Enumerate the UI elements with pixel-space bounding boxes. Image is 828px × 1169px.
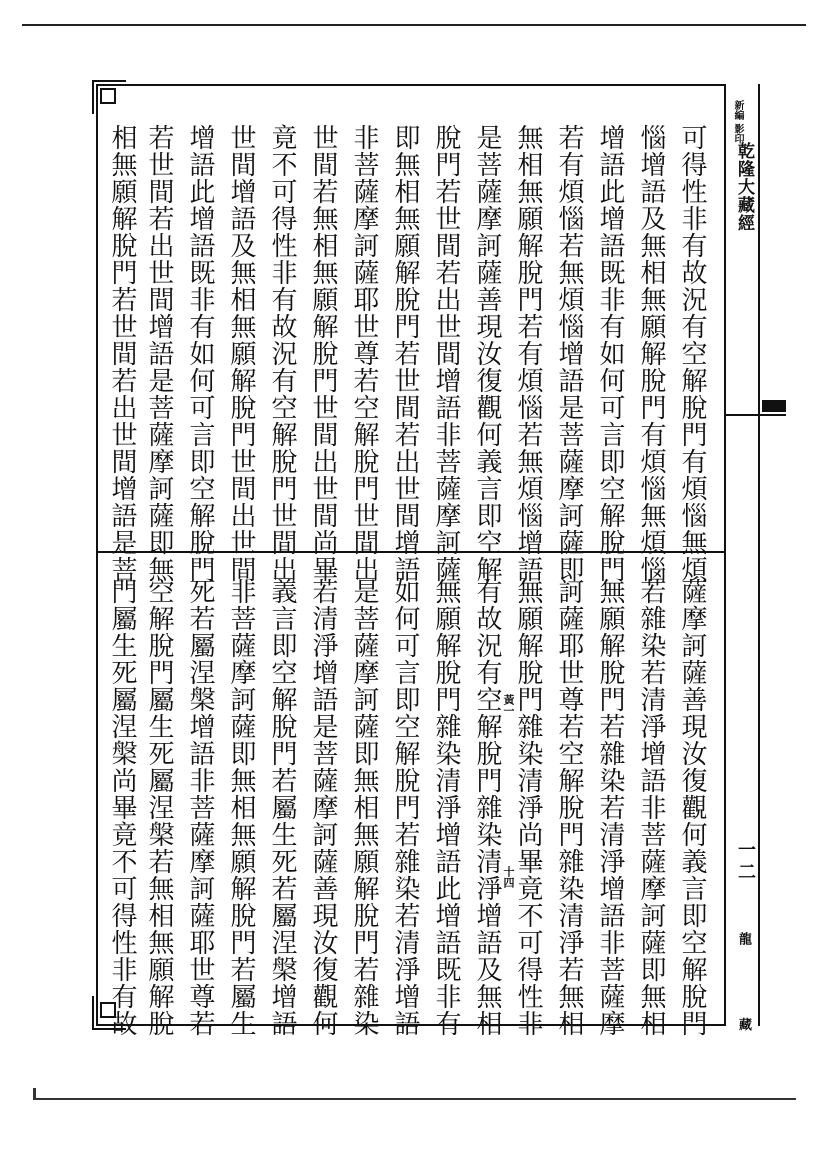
text-column: 無願解脫門雜染清淨增語此增語既非有 [431,578,461,1037]
text-column: 相無願解脫門若世間若出世間增語是菩 [107,124,137,583]
text-column: 是菩薩摩訶薩善現汝復觀何義言即空解 [472,124,502,583]
page-tab-line [726,414,786,416]
text-column: 惱增語及無相無願解脫門有煩惱無煩惱 [636,124,666,583]
text-column: 若雜染若清淨增語非菩薩摩訶薩即無相 [636,578,666,1037]
page-tab-marker [762,400,786,412]
folio-mark-left: 黃一 [502,694,515,716]
sutra-title: 乾隆大藏經 [734,142,754,232]
text-column: 門屬生死屬涅槃尚畢竟不可得性非有故 [107,578,137,1037]
text-column: 死若屬涅槃增語非菩薩摩訶薩耶世尊若 [185,578,215,1037]
text-column: 非菩薩摩訶薩即無相無願解脫門若屬生 [226,578,256,1037]
text-column: 即無相無願解脫門若世間若出世間增語 [390,124,420,583]
text-column: 無願解脫門雜染清淨尚畢竟不可得性非 [513,578,543,1037]
page-number: 一二 [735,840,756,884]
bottom-rule [36,1098,796,1100]
text-column: 訶薩耶世尊若空解脫門雜染清淨若無相 [554,578,584,1037]
text-column: 增語此增語既非有如何可言即空解脫門 [595,124,625,583]
text-column: 無相無願解脫門若有煩惱若無煩惱增語 [513,124,543,583]
text-column: 若有煩惱若無煩惱增語是菩薩摩訶薩即 [554,124,584,583]
text-column: 若清淨增語是菩薩摩訶薩善現汝復觀何 [308,578,338,1037]
text-column: 非菩薩摩訶薩耶世尊若空解脫門世間出 [349,124,379,583]
text-column: 薩摩訶薩善現汝復觀何義言即空解脫門 [677,578,707,1037]
text-column: 增語此增語既非有如何可言即空解脫門 [185,124,215,583]
text-column: 世間增語及無相無願解脫門世間出世間 [226,124,256,583]
edition-label: 新編 影印 [732,100,743,144]
text-column: 世間若無相無願解脫門世間出世間尚畢 [308,124,338,583]
text-column: 義言即空解脫門若屬生死若屬涅槃增語 [267,578,297,1037]
text-column: 若世間若出世間增語是菩薩摩訶薩即無 [144,124,174,583]
text-column: 可得性非有故況有空解脫門有煩惱無煩 [677,124,707,583]
folio-mark-right: 十四 [502,866,515,888]
corner-ornament-top-left [92,80,126,114]
top-rule [22,24,806,26]
text-column: 無願解脫門若雜染若清淨增語非菩薩摩 [595,578,625,1037]
text-column: 如何可言即空解脫門若雜染若清淨增語 [390,578,420,1037]
text-column: 空解脫門屬生死屬涅槃若無相無願解脫 [144,578,174,1037]
text-column: 脫門若世間若出世間增語非菩薩摩訶薩 [431,124,461,583]
volume-label: 龍 藏 [736,932,751,1065]
text-column: 有故況有空解脫門雜染清淨增語及無相 [472,578,502,1037]
text-column: 竟不可得性非有故況有空解脫門世間出 [267,124,297,583]
bottom-rule-tick [33,1088,36,1100]
text-column: 是菩薩摩訶薩即無相無願解脫門若雜染 [349,578,379,1037]
